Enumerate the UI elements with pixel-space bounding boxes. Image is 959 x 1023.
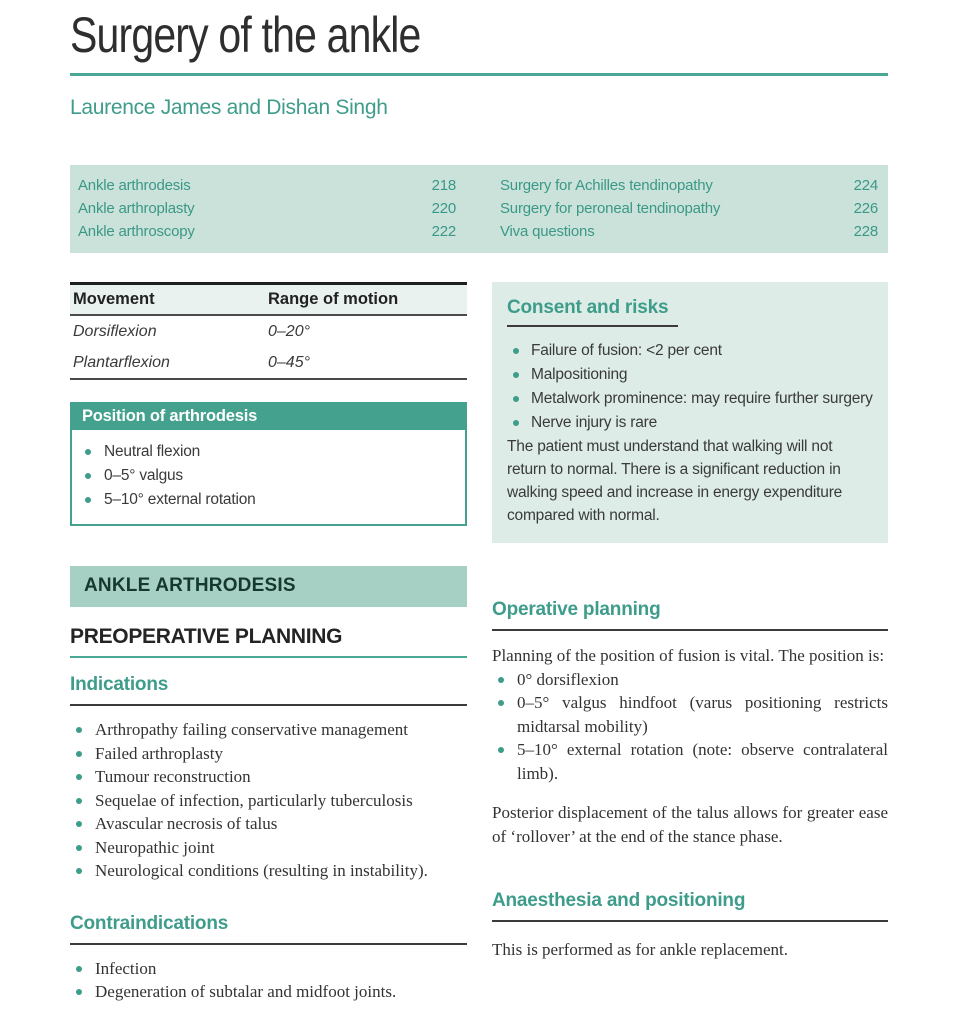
movement-cell: Plantarflexion: [73, 354, 170, 371]
list-item: 5–10° external rotation (note: observe contralateral limb).: [492, 738, 888, 785]
toc-entry-label: Surgery for peroneal tendinopathy: [500, 200, 721, 217]
contents-left-column: [78, 174, 478, 243]
contents-box: [70, 165, 888, 253]
toc-entry-page: 218: [431, 177, 456, 194]
operative-planning-heading: Operative planning: [492, 599, 888, 631]
toc-entry-page: 228: [853, 223, 878, 240]
consent-note: The patient must understand that walking will not return to normal. There is a significant reduction in walking speed and increase in energy expenditure compared with normal.: [507, 438, 843, 524]
consent-and-risks-box: [492, 282, 888, 543]
toc-entry-page: 226: [853, 200, 878, 217]
toc-entry-page: 220: [431, 200, 456, 217]
position-box-body: [72, 430, 465, 524]
toc-entry: [500, 174, 878, 197]
list-item: Degeneration of subtalar and midfoot joints.: [70, 980, 467, 1004]
toc-entry: [500, 220, 878, 243]
position-box-title: Position of arthrodesis: [72, 404, 465, 430]
toc-entry-label: Viva questions: [500, 223, 595, 240]
list-item: Tumour reconstruction: [70, 765, 467, 789]
table-row: [70, 347, 467, 379]
range-cell: 0–45°: [268, 354, 310, 371]
list-item: Failure of fusion: <2 per cent: [507, 339, 873, 363]
list-item: 5–10° external rotation: [76, 488, 455, 512]
section-banner: ANKLE ARTHRODESIS: [70, 566, 467, 607]
range-cell: 0–20°: [268, 323, 310, 340]
operative-planning-intro: Planning of the position of fusion is vital. The position is:: [492, 646, 885, 665]
column-header-movement: Movement: [70, 284, 265, 316]
toc-entry-page: 222: [431, 223, 456, 240]
consent-box-title: Consent and risks: [507, 293, 678, 327]
toc-entry: [500, 197, 878, 220]
toc-entry: [78, 220, 456, 243]
contraindications-heading: Contraindications: [70, 913, 467, 945]
list-item: Neutral flexion: [76, 440, 455, 464]
table-header-row: [70, 284, 467, 316]
left-column: [70, 282, 467, 1004]
indications-heading: Indications: [70, 674, 467, 706]
list-item: Sequelae of infection, particularly tuberculosis: [70, 789, 467, 813]
anaesthesia-paragraph: This is performed as for ankle replacement.: [492, 940, 788, 959]
authors: Laurence James and Dishan Singh: [70, 96, 388, 119]
toc-entry: [78, 197, 456, 220]
list-item: 0–5° valgus hindfoot (varus positioning restricts midtarsal mobility): [492, 691, 888, 738]
contraindications-list: [70, 957, 467, 1004]
range-of-motion-table: [70, 282, 467, 380]
position-list: [76, 440, 455, 512]
toc-entry: [78, 174, 456, 197]
list-item: Avascular necrosis of talus: [70, 812, 467, 836]
list-item: Neuropathic joint: [70, 836, 467, 860]
anaesthesia-heading: Anaesthesia and positioning: [492, 890, 888, 922]
list-item: Failed arthroplasty: [70, 742, 467, 766]
operative-planning-paragraph: Posterior displacement of the talus allows for greater ease of ‘rollover’ at the end of the stance phase.: [492, 803, 888, 846]
list-item: Neurological conditions (resulting in instability).: [70, 859, 467, 883]
list-item: Malpositioning: [507, 363, 873, 387]
movement-cell: Dorsiflexion: [73, 323, 157, 340]
indications-list: [70, 718, 467, 883]
column-header-range: Range of motion: [265, 284, 467, 316]
contents-right-column: [478, 174, 878, 243]
list-item: Infection: [70, 957, 467, 981]
position-of-arthrodesis-box: [70, 402, 467, 526]
operative-planning-list: [492, 668, 888, 786]
toc-entry-label: Ankle arthroscopy: [78, 223, 195, 240]
list-item: Metalwork prominence: may require further surgery: [507, 387, 873, 411]
list-item: 0–5° valgus: [76, 464, 455, 488]
list-item: Nerve injury is rare: [507, 411, 873, 435]
book-page: [70, 6, 888, 1004]
toc-entry-label: Ankle arthroplasty: [78, 200, 195, 217]
toc-entry-label: Surgery for Achilles tendinopathy: [500, 177, 713, 194]
list-item: 0° dorsiflexion: [492, 668, 888, 692]
subsection-heading: PREOPERATIVE PLANNING: [70, 625, 467, 658]
list-item: Arthropathy failing conservative management: [70, 718, 467, 742]
consent-list: [507, 339, 873, 435]
toc-entry-page: 224: [853, 177, 878, 194]
right-column: [492, 282, 888, 1004]
table-row: [70, 315, 467, 347]
toc-entry-label: Ankle arthrodesis: [78, 177, 191, 194]
title-rule: [70, 73, 888, 76]
page-title: Surgery of the ankle: [70, 7, 421, 63]
